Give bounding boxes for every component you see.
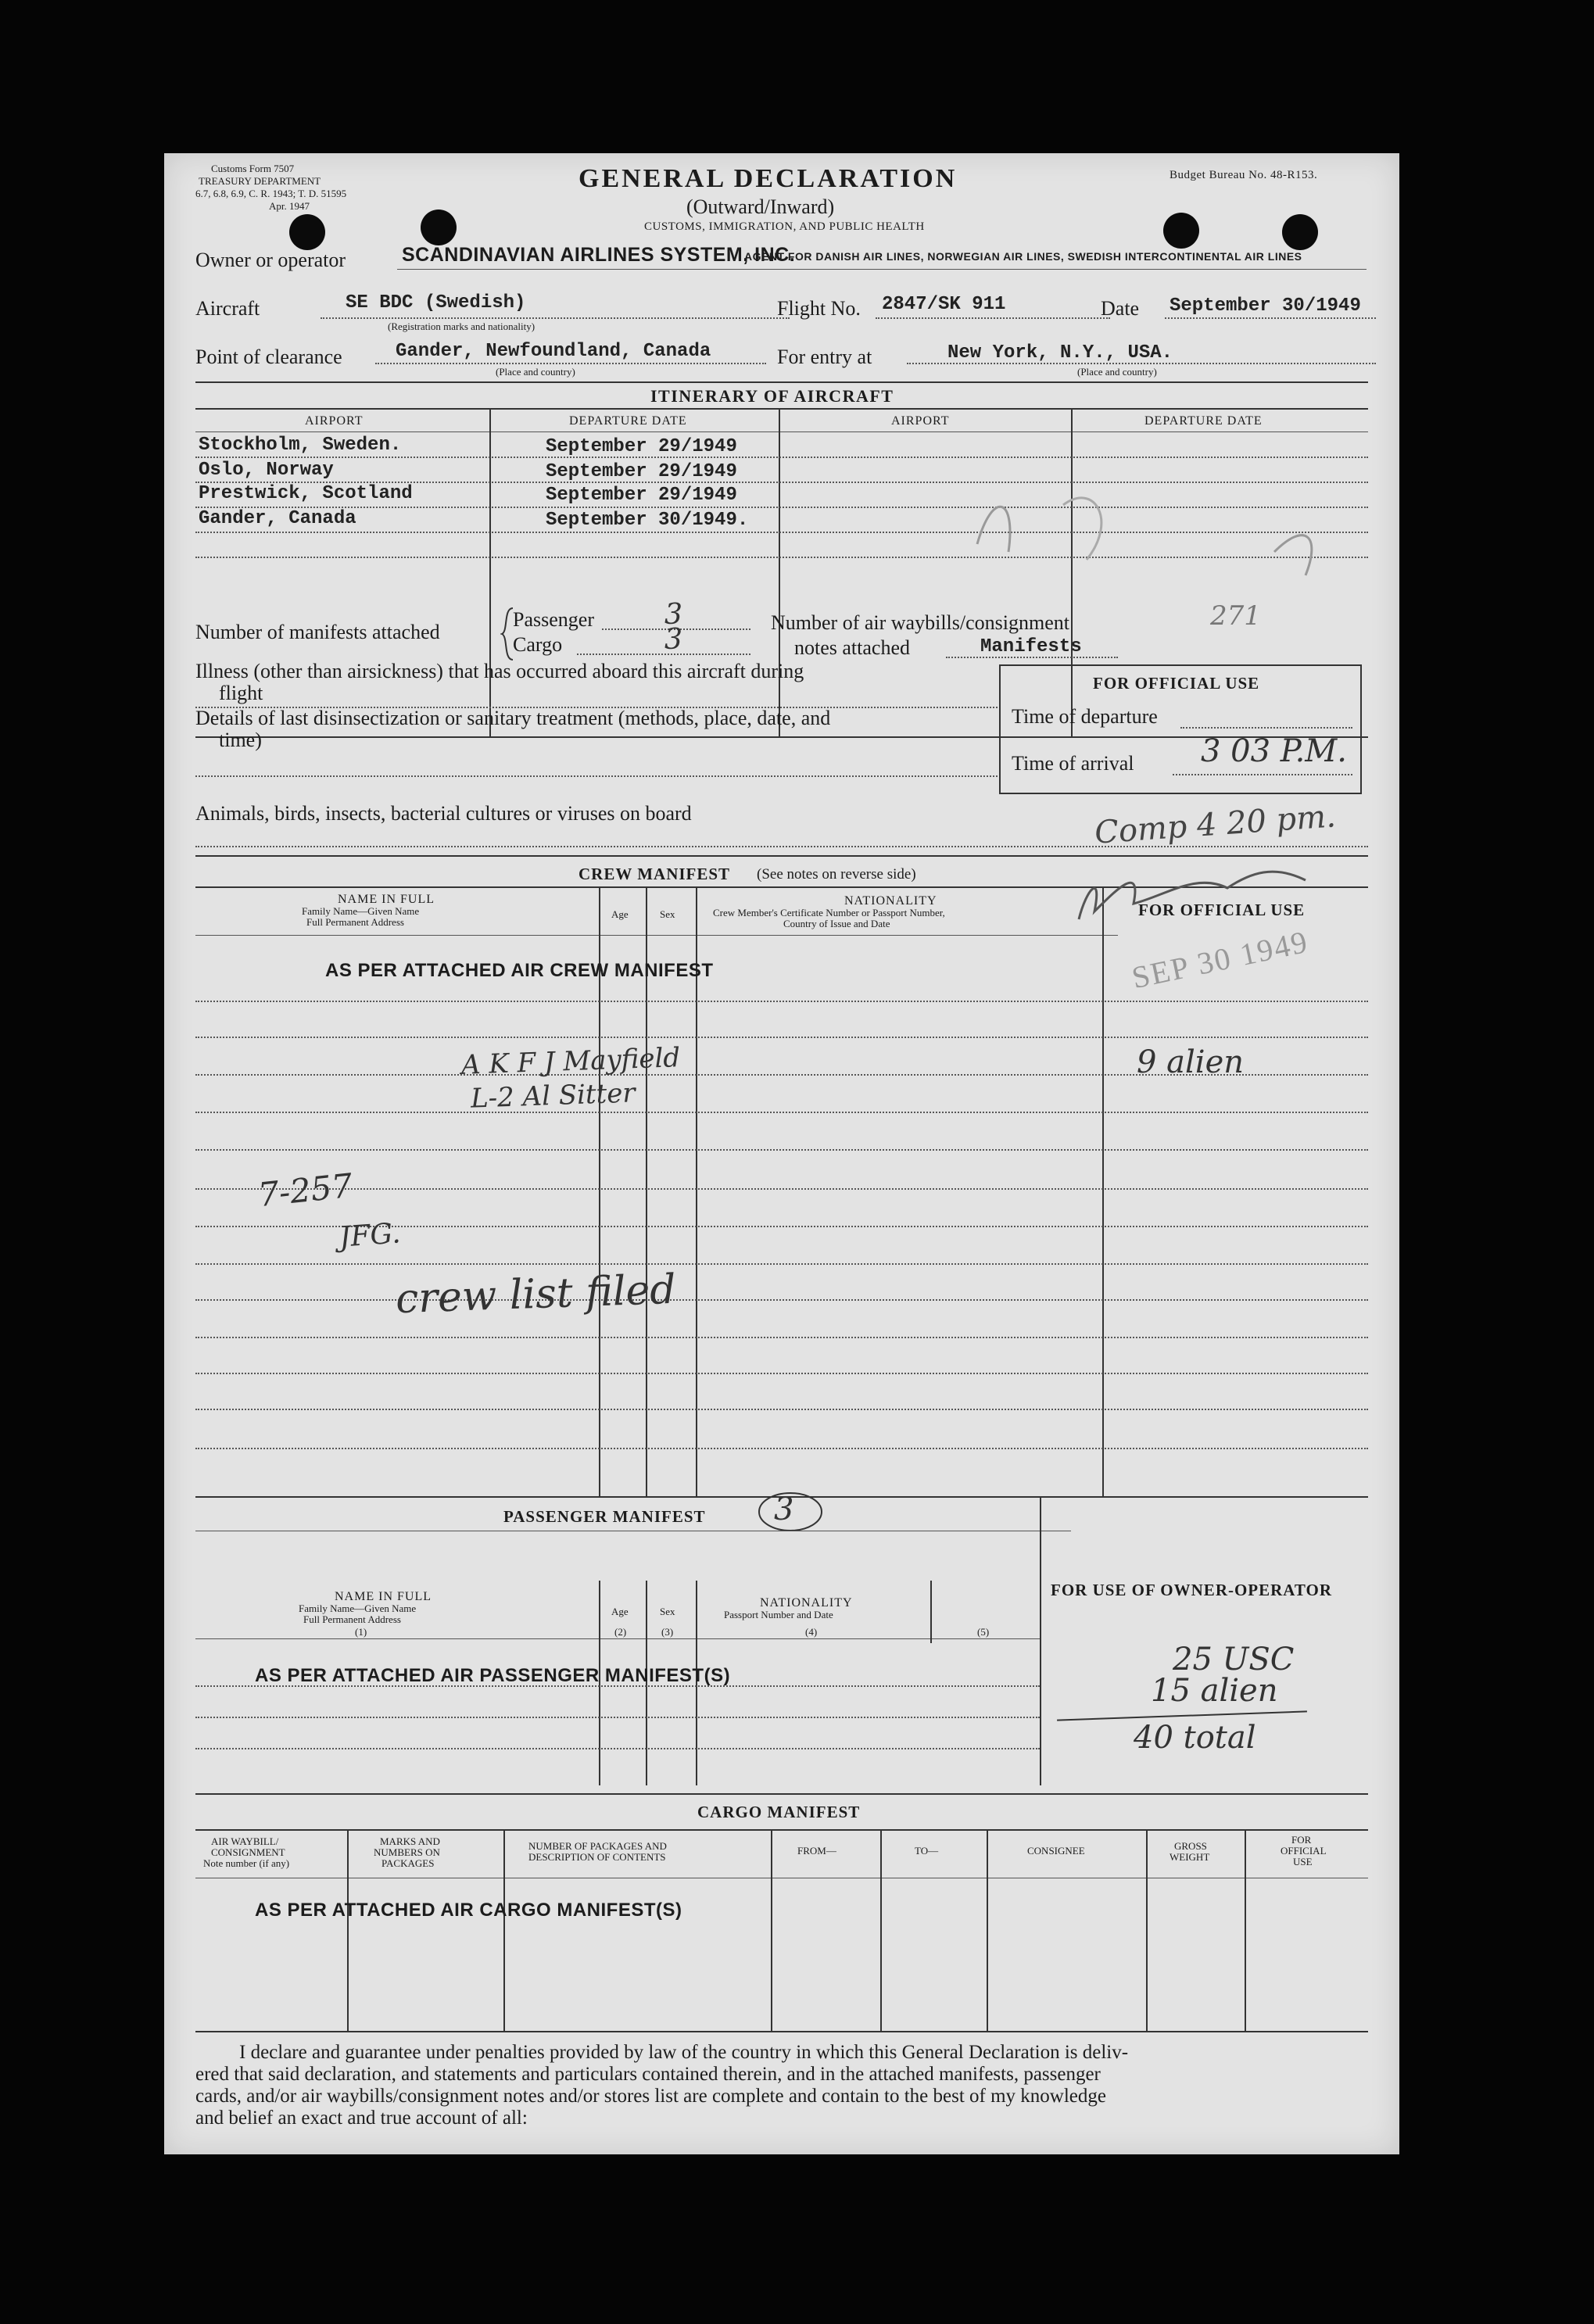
crew-col-age: Age [611, 908, 629, 920]
form-regulation: 6.7, 6.8, 6.9, C. R. 1943; T. D. 51595 [195, 188, 347, 199]
cargo-col-waybill-2: CONSIGNMENT [211, 1846, 285, 1858]
itinerary-date: September 29/1949 [546, 436, 737, 457]
owner-note: 15 alien [1151, 1673, 1278, 1709]
passenger-col-nationality-2: Passport Number and Date [724, 1609, 833, 1620]
waybill-value: Manifests [980, 636, 1082, 657]
cargo-col-marks-2: NUMBERS ON [374, 1846, 440, 1858]
cargo-col-consignee: CONSIGNEE [1027, 1845, 1085, 1857]
passenger-col-name-3: Full Permanent Address [303, 1613, 401, 1625]
crew-note: (See notes on reverse side) [757, 866, 916, 883]
crew-hand-note: 7-257 [256, 1166, 355, 1215]
aircraft-value: SE BDC (Swedish) [346, 292, 526, 313]
crew-col-official: FOR OFFICIAL USE [1138, 901, 1306, 919]
itinerary-col-departure: DEPARTURE DATE [569, 414, 687, 428]
crew-col-nationality: NATIONALITY [844, 894, 937, 908]
cargo-col-official: FOR [1291, 1834, 1312, 1846]
passenger-col-name-2: Family Name—Given Name [299, 1602, 417, 1614]
budget-bureau: Budget Bureau No. 48-R153. [1170, 169, 1318, 181]
page-title: GENERAL DECLARATION [578, 164, 958, 193]
punch-hole [1282, 214, 1318, 250]
crew-col-sex: Sex [660, 908, 675, 920]
crew-col-name: NAME IN FULL [338, 893, 435, 906]
passenger-col-name-num: (1) [355, 1626, 367, 1638]
crew-hand-initials: JFG. [338, 1217, 402, 1254]
declaration-form [164, 153, 1399, 2154]
owner-label: Owner or operator [195, 249, 346, 271]
itinerary-airport: Gander, Canada [199, 508, 356, 529]
crew-official-note: 9 alien [1137, 1044, 1245, 1080]
passenger-col-nationality-num: (4) [805, 1626, 818, 1638]
date-label: Date [1101, 297, 1140, 320]
waybill-label: Number of air waybills/consignment [771, 611, 1069, 634]
illness-label: Illness (other than airsickness) that has occurred aboard this aircraft during [195, 660, 804, 682]
passenger-manifests-value: 3 [664, 599, 682, 631]
declaration-text: and belief an exact and true account of all: [195, 2107, 528, 2129]
itinerary-date: September 30/1949. [546, 510, 749, 531]
passenger-col-nationality: NATIONALITY [760, 1596, 853, 1610]
official-use-title: FOR OFFICIAL USE [1093, 674, 1260, 693]
passenger-col-age-num: (2) [614, 1626, 627, 1638]
direction-subtitle: (Outward/Inward) [686, 195, 835, 218]
agent-line: AGENT FOR DANISH AIR LINES, NORWEGIAN AIR LINES, SWEDISH INTERCONTINENTAL AIR LINES [744, 250, 1302, 263]
owner-use-title: FOR USE OF OWNER-OPERATOR [1051, 1581, 1333, 1599]
date-value: September 30/1949 [1170, 295, 1361, 317]
cargo-col-packages-2: DESCRIPTION OF CONTENTS [528, 1851, 666, 1863]
cargo-col-marks-3: PACKAGES [381, 1857, 435, 1869]
owner-value: SCANDINAVIAN AIRLINES SYSTEM, INC. [402, 244, 796, 266]
cargo-col-weight: GROSS [1174, 1840, 1207, 1852]
disinsect-label: Details of last disinsectization or sanitary treatment (methods, place, date, and [195, 707, 831, 729]
entry-label: For entry at [777, 346, 872, 368]
cargo-col-packages: NUMBER OF PACKAGES AND [528, 1840, 667, 1852]
passenger-manifest-stamp: AS PER ATTACHED AIR PASSENGER MANIFEST(S) [255, 1665, 731, 1686]
declaration-text: ered that said declaration, and statements and particulars contained therein, and in the attached manifests, passenger [195, 2064, 1101, 2085]
passenger-col-name: NAME IN FULL [335, 1590, 432, 1603]
pencil-mark [962, 474, 1431, 583]
cargo-col-waybill-3: Note number (if any) [203, 1857, 290, 1869]
form-number: Customs Form 7507 [211, 163, 295, 174]
itinerary-airport: Oslo, Norway [199, 460, 334, 481]
owner-note: 40 total [1134, 1720, 1256, 1756]
crew-hand-note: A K F J Mayfield [460, 1042, 681, 1081]
itinerary-date: September 29/1949 [546, 485, 737, 506]
passenger-col-sex-num: (3) [661, 1626, 674, 1638]
crew-list-filed-note: crew list filed [395, 1266, 677, 1323]
arrival-time-label: Time of arrival [1012, 752, 1134, 775]
declaration-text: cards, and/or air waybills/consignment notes and/or stores list are complete and contain to the best of my knowledge [195, 2086, 1106, 2107]
passenger-col-sex: Sex [660, 1606, 675, 1617]
waybill-hand-count: 271 [1210, 600, 1261, 632]
crew-col-nationality-3: Country of Issue and Date [783, 918, 890, 929]
departure-time-label: Time of departure [1012, 705, 1158, 728]
arrival-time-value: 3 03 P.M. [1201, 733, 1347, 769]
crew-hand-note: L-2 Al Sitter [470, 1077, 636, 1115]
passenger-manifests-label: Passenger [513, 608, 594, 631]
cargo-manifests-label: Cargo [513, 633, 563, 656]
agencies-line: CUSTOMS, IMMIGRATION, AND PUBLIC HEALTH [644, 220, 925, 233]
itinerary-title: ITINERARY OF AIRCRAFT [650, 386, 894, 406]
waybill-label-2: notes attached [794, 636, 910, 659]
cargo-col-to: TO— [915, 1845, 939, 1857]
animals-label: Animals, birds, insects, bacterial cultures or viruses on board [195, 802, 692, 825]
itinerary-col-departure-2: DEPARTURE DATE [1144, 414, 1263, 428]
itinerary-airport: Stockholm, Sweden. [199, 435, 402, 456]
declaration-text: I declare and guarantee under penalties provided by law of the country in which this General Declaration is deliv- [239, 2042, 1129, 2063]
punch-hole [1163, 213, 1199, 249]
aircraft-label: Aircraft [195, 297, 260, 320]
clearance-value: Gander, Newfoundland, Canada [396, 341, 711, 362]
entry-caption: (Place and country) [1077, 366, 1157, 378]
itinerary-col-airport: AIRPORT [305, 414, 364, 428]
crew-col-name-2: Family Name—Given Name [302, 905, 420, 917]
cargo-title: CARGO MANIFEST [697, 1803, 861, 1821]
date-stamp: SEP 30 1949 [1128, 923, 1312, 996]
passenger-count: 3 [774, 1491, 794, 1527]
passenger-col-5: (5) [977, 1626, 990, 1638]
owner-note: 25 USC [1173, 1642, 1295, 1678]
clearance-caption: (Place and country) [496, 366, 575, 378]
itinerary-airport: Prestwick, Scotland [199, 483, 413, 504]
itinerary-date: September 29/1949 [546, 461, 737, 482]
illness-label-2: flight [219, 682, 263, 704]
cargo-manifests-value: 3 [664, 624, 682, 656]
crew-title: CREW MANIFEST [578, 865, 731, 883]
cargo-col-weight-2: WEIGHT [1170, 1851, 1210, 1863]
flight-label: Flight No. [777, 297, 861, 320]
cargo-col-waybill: AIR WAYBILL/ [211, 1835, 279, 1847]
inspector-signature [1071, 841, 1352, 935]
itinerary-col-airport-2: AIRPORT [891, 414, 950, 428]
cargo-manifest-stamp: AS PER ATTACHED AIR CARGO MANIFEST(S) [255, 1900, 682, 1921]
clearance-label: Point of clearance [195, 346, 342, 368]
flight-value: 2847/SK 911 [882, 294, 1006, 315]
passenger-title: PASSENGER MANIFEST [503, 1507, 706, 1526]
aircraft-caption: (Registration marks and nationality) [388, 320, 536, 332]
crew-manifest-stamp: AS PER ATTACHED AIR CREW MANIFEST [325, 960, 714, 981]
crew-col-name-3: Full Permanent Address [306, 916, 404, 928]
punch-hole [289, 214, 325, 250]
comp-note: Comp 4 20 pm. [1093, 798, 1338, 851]
form-date: Apr. 1947 [269, 200, 310, 212]
punch-hole [421, 209, 457, 245]
passenger-col-age: Age [611, 1606, 629, 1617]
cargo-col-official-3: USE [1293, 1856, 1313, 1867]
crew-col-nationality-2: Crew Member's Certificate Number or Passport Number, [713, 907, 945, 918]
cargo-col-from: FROM— [797, 1845, 836, 1857]
entry-value: New York, N.Y., USA. [947, 342, 1173, 363]
cargo-col-official-2: OFFICIAL [1281, 1845, 1327, 1857]
cargo-col-marks: MARKS AND [380, 1835, 440, 1847]
manifests-label: Number of manifests attached [195, 621, 440, 643]
treasury-dept: TREASURY DEPARTMENT [199, 175, 321, 187]
disinsect-label-2: time) [219, 729, 262, 751]
